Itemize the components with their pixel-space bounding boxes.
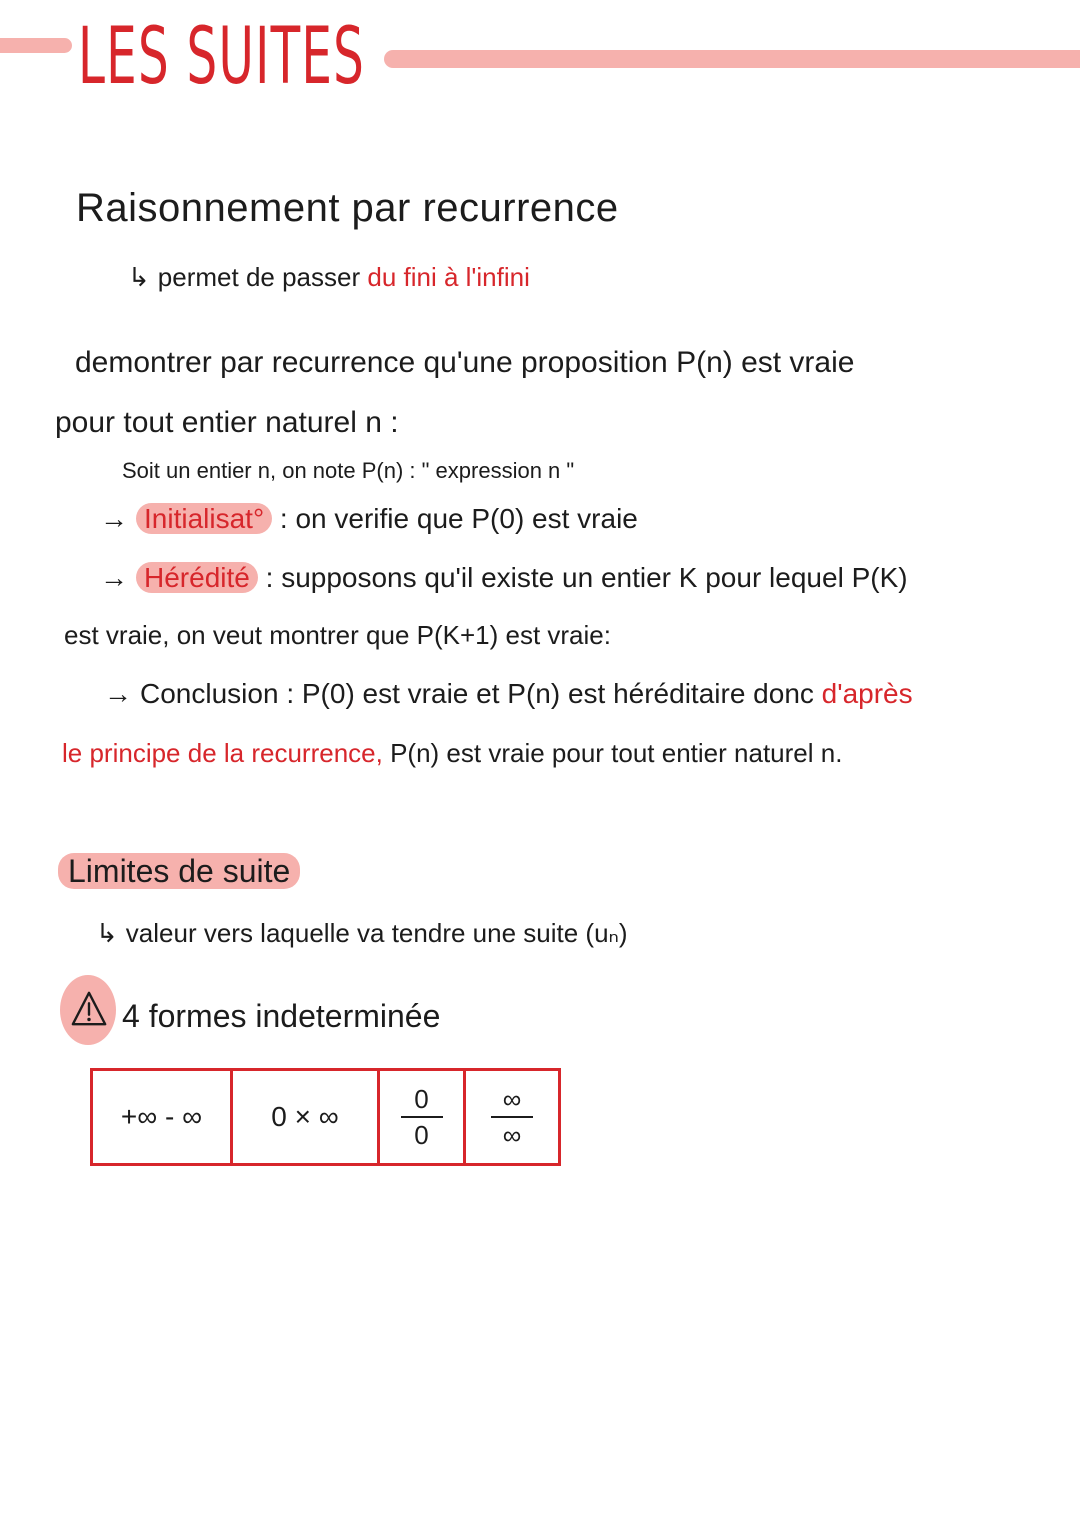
step-text-initialisation: on verifie que P(0) est vraie (295, 503, 638, 534)
step-heredite (100, 562, 908, 594)
step-text-conclusion: P(0) est vraie et P(n) est héréditaire donc (301, 678, 814, 709)
conclusion-statement: P(n) est vraie pour tout entier naturel n. (390, 738, 843, 768)
fraction-numerator: 0 (414, 1084, 429, 1114)
step-label-initialisation: Initialisat° (136, 503, 272, 534)
form-cell-1: +∞ - ∞ (93, 1071, 233, 1163)
limits-note (96, 918, 628, 949)
intro-line-1: demontrer par recurrence qu'une proposition P(n) est vraie (75, 346, 855, 379)
step-text-heredite: supposons qu'il existe un entier K pour lequel P(K) (281, 562, 908, 593)
title-bar-right (384, 50, 1080, 68)
sequence-symbol: (uₙ) (585, 918, 628, 948)
return-arrow-icon: ↳ (96, 918, 118, 948)
forms-text: formes indeterminée (148, 998, 441, 1034)
fraction-numerator: ∞ (502, 1084, 522, 1114)
step-text-conclusion-red: d'après (821, 678, 913, 709)
fraction-infinity-over-infinity (491, 1086, 533, 1148)
step-label-conclusion: Conclusion (140, 678, 279, 709)
form-cell-3 (380, 1071, 466, 1163)
title-bar-left (0, 38, 72, 53)
fraction-denominator: ∞ (502, 1120, 522, 1150)
intro-line-2: pour tout entier naturel n : (55, 406, 399, 439)
right-arrow-icon: → (100, 503, 128, 534)
step-conclusion (104, 678, 913, 710)
page-title: LES SUITES (78, 12, 366, 102)
recurrence-note (128, 262, 530, 293)
definition-line: Soit un entier n, on note P(n) : " expression n " (122, 458, 575, 483)
fraction-bar (491, 1116, 533, 1118)
form-cell-4 (466, 1071, 558, 1163)
fraction-denominator: 0 (414, 1120, 429, 1150)
step-initialisation (100, 503, 638, 535)
step-label-heredite: Hérédité (136, 562, 258, 593)
fraction-zero-over-zero (401, 1086, 443, 1148)
fraction-bar (401, 1116, 443, 1118)
limits-note-text: valeur vers laquelle va tendre une suite (125, 918, 579, 948)
warning-icon (70, 990, 108, 1028)
recurrence-note-red: du fini à l'infini (367, 262, 530, 292)
right-arrow-icon: → (104, 678, 132, 709)
indeterminate-forms-label (122, 998, 440, 1035)
section-heading-recurrence: Raisonnement par recurrence (76, 186, 619, 230)
section-heading-limits (58, 853, 300, 890)
form-cell-2: 0 × ∞ (233, 1071, 380, 1163)
indeterminate-forms-table (90, 1068, 561, 1166)
limits-heading-text: Limites de suite (58, 853, 300, 889)
step-conclusion-continuation (62, 738, 842, 769)
step-separator: : (265, 562, 274, 593)
right-arrow-icon: → (100, 562, 128, 593)
step-separator: : (286, 678, 295, 709)
return-arrow-icon: ↳ (128, 262, 150, 292)
conclusion-principle: le principe de la recurrence, (62, 738, 383, 768)
step-separator: : (279, 503, 288, 534)
step-heredite-continuation: est vraie, on veut montrer que P(K+1) est vraie: (64, 620, 611, 650)
recurrence-note-black: permet de passer (157, 262, 361, 292)
forms-count: 4 (122, 998, 140, 1034)
